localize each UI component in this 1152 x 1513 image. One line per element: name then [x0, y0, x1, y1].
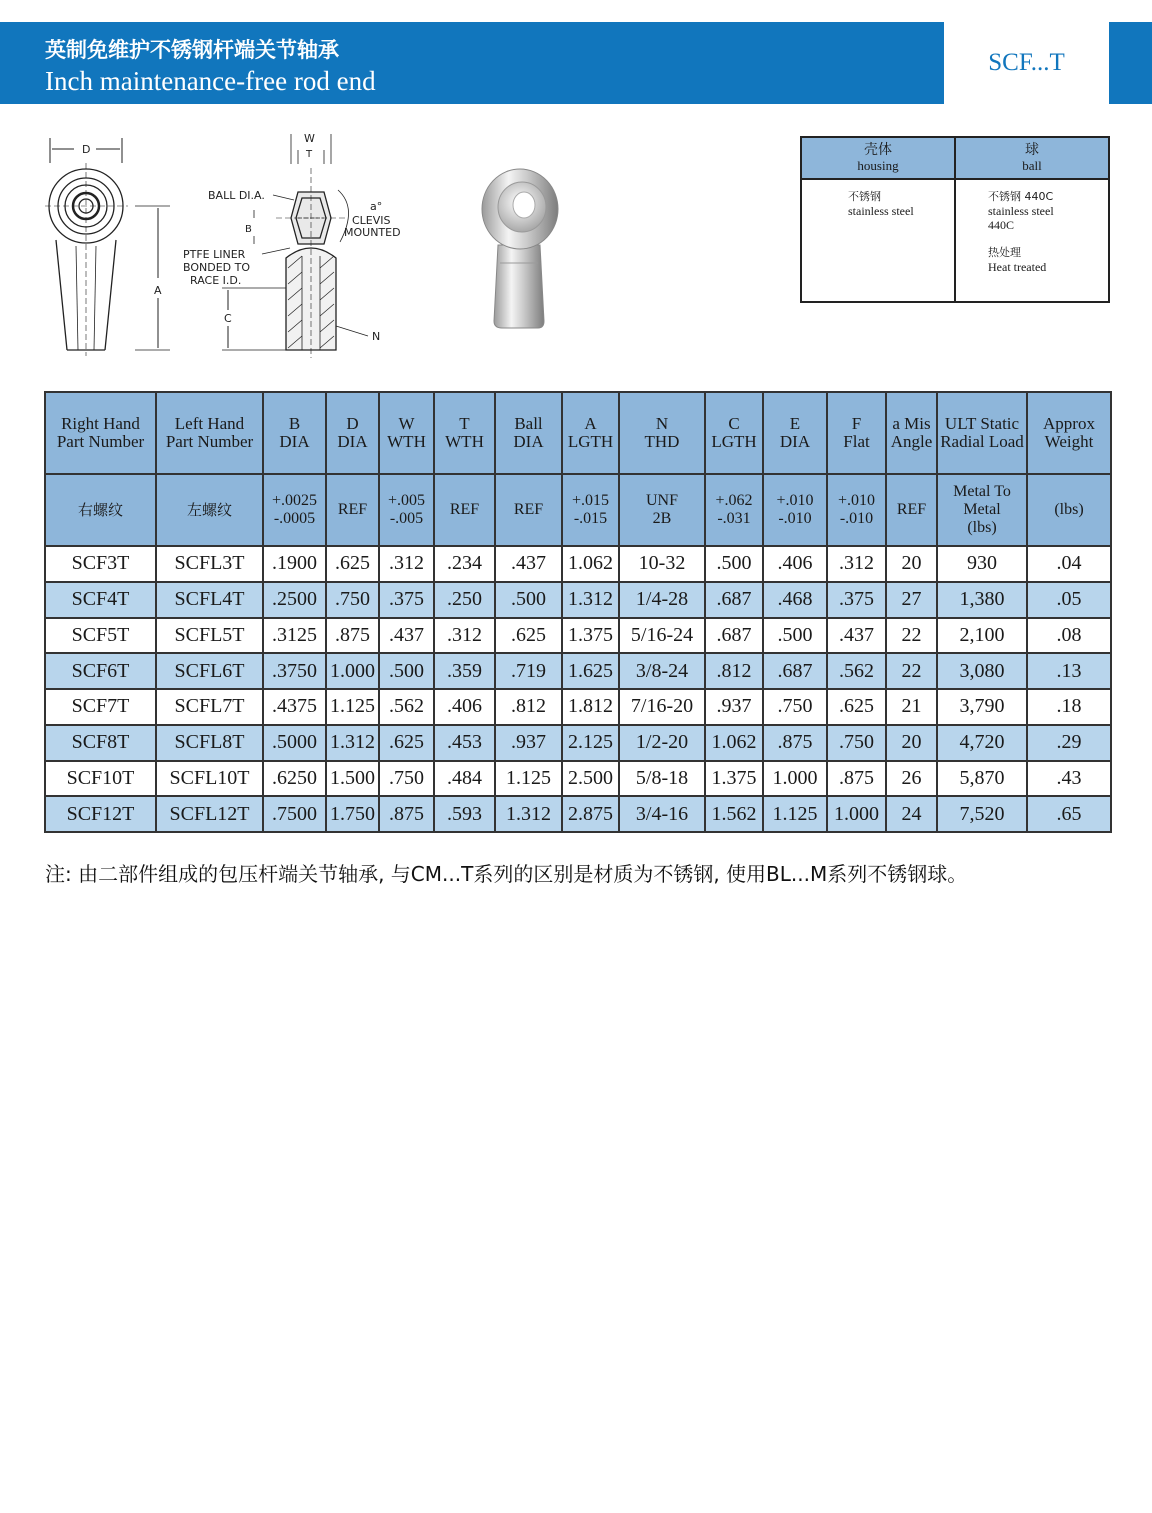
- header-text: -.010: [839, 510, 874, 527]
- table-cell: .5000: [263, 725, 326, 761]
- table-cell: 1.312: [495, 796, 562, 832]
- table-cell: .500: [763, 618, 827, 654]
- table-cell: 3,790: [937, 689, 1027, 725]
- table-cell: .484: [434, 761, 495, 797]
- header-text: 左螺纹: [186, 501, 232, 519]
- ball-material-en2: 440C: [988, 218, 1015, 232]
- table-cell: 3,080: [937, 653, 1027, 689]
- table-cell: 1,380: [937, 582, 1027, 618]
- table-cell: 1.000: [763, 761, 827, 797]
- housing-material-en: stainless steel: [848, 204, 914, 218]
- label-ptfe-1: PTFE LINER: [183, 248, 246, 261]
- table-cell: .7500: [263, 796, 326, 832]
- housing-header: [801, 137, 955, 179]
- header-text: ULT Static: [944, 414, 1020, 433]
- header-text: 右螺纹: [77, 501, 123, 519]
- header-row-labels-cell: [763, 392, 827, 474]
- header-text: +.010: [837, 492, 876, 509]
- table-cell: .437: [495, 546, 562, 582]
- table-cell: 7,520: [937, 796, 1027, 832]
- table-cell: .468: [763, 582, 827, 618]
- header-text: -.0005: [273, 510, 316, 527]
- table-cell: SCF7T: [45, 689, 156, 725]
- table-cell: 1.500: [326, 761, 379, 797]
- label-clevis-2: MOUNTED: [344, 226, 401, 239]
- table-cell: .05: [1027, 582, 1111, 618]
- header-row-labels-cell: [619, 392, 705, 474]
- table-cell: .750: [763, 689, 827, 725]
- table-cell: 1.000: [827, 796, 886, 832]
- header-text: Right Hand: [61, 414, 140, 433]
- header-text: 2B: [652, 510, 672, 527]
- table-cell: 1.000: [326, 653, 379, 689]
- header-row-labels-cell: [886, 392, 937, 474]
- table-cell: SCF12T: [45, 796, 156, 832]
- header-text: N: [655, 414, 669, 433]
- table-cell: 1.750: [326, 796, 379, 832]
- rod-end-product-photo: [478, 163, 562, 333]
- housing-material: [801, 179, 955, 302]
- ball-material-en1: stainless steel: [988, 204, 1054, 218]
- table-cell: .625: [379, 725, 434, 761]
- header-row-tolerances-cell: [434, 474, 495, 546]
- table-cell: 1.625: [562, 653, 619, 689]
- dim-label-t: T: [306, 149, 313, 160]
- table-cell: .312: [827, 546, 886, 582]
- header-text: -.015: [573, 510, 608, 527]
- table-cell: .437: [379, 618, 434, 654]
- table-cell: 2.875: [562, 796, 619, 832]
- table-cell: .234: [434, 546, 495, 582]
- table-cell: .937: [495, 725, 562, 761]
- table-cell: .08: [1027, 618, 1111, 654]
- table-cell: 1.375: [705, 761, 763, 797]
- table-cell: .65: [1027, 796, 1111, 832]
- table-cell: 24: [886, 796, 937, 832]
- table-cell: 2,100: [937, 618, 1027, 654]
- header-text: +.005: [387, 492, 426, 509]
- table-cell: SCFL6T: [156, 653, 263, 689]
- ball-material: [955, 179, 1109, 302]
- dim-label-w: W: [304, 132, 315, 145]
- footnote: 注: 由二部件组成的包压杆端关节轴承, 与CM...T系列的区别是材质为不锈钢, 使用BL...M系列不锈钢球。: [45, 862, 968, 886]
- table-cell: .625: [495, 618, 562, 654]
- table-cell: .6250: [263, 761, 326, 797]
- table-cell: .750: [379, 761, 434, 797]
- header-row-labels-cell: [937, 392, 1027, 474]
- header-text: REF: [449, 501, 480, 518]
- table-cell: .500: [379, 653, 434, 689]
- table-cell: .687: [705, 618, 763, 654]
- table-row: [45, 725, 1111, 761]
- header-row-tolerances-cell: [619, 474, 705, 546]
- table-cell: .687: [763, 653, 827, 689]
- table-cell: .875: [379, 796, 434, 832]
- header-text: (lbs): [967, 519, 997, 536]
- header-text: -.010: [778, 510, 812, 527]
- header-text: Ball: [514, 414, 543, 433]
- header-text: Radial Load: [940, 432, 1024, 451]
- header-text: Left Hand: [174, 414, 245, 433]
- table-cell: .500: [495, 582, 562, 618]
- header-text: REF: [513, 501, 544, 518]
- table-cell: .437: [827, 618, 886, 654]
- table-cell: .593: [434, 796, 495, 832]
- header-row-labels-cell: [326, 392, 379, 474]
- table-cell: .18: [1027, 689, 1111, 725]
- header-text: WTH: [445, 432, 484, 451]
- header-side-bar: [1109, 22, 1152, 104]
- header-text: +.010: [776, 492, 814, 509]
- table-row: [45, 653, 1111, 689]
- header-row-labels-cell: [705, 392, 763, 474]
- housing-material-zh: 不锈钢: [848, 190, 881, 203]
- header-text: F: [851, 414, 862, 433]
- ball-material-zh: 不锈钢 440C: [988, 190, 1054, 203]
- ball-header-zh: 球: [1025, 142, 1039, 158]
- table-cell: SCFL10T: [156, 761, 263, 797]
- table-cell: SCFL7T: [156, 689, 263, 725]
- header-text: -.005: [389, 510, 424, 527]
- header-row-tolerances-cell: [562, 474, 619, 546]
- table-cell: 1.062: [705, 725, 763, 761]
- header-text: a Mis: [892, 414, 931, 433]
- table-cell: 930: [937, 546, 1027, 582]
- table-cell: .719: [495, 653, 562, 689]
- header-text: Part Number: [56, 432, 145, 451]
- housing-header-zh: 壳体: [864, 142, 892, 158]
- table-cell: 26: [886, 761, 937, 797]
- header-text: E: [789, 414, 801, 433]
- table-cell: 20: [886, 546, 937, 582]
- table-cell: .375: [379, 582, 434, 618]
- header-text: W: [398, 414, 415, 433]
- label-ptfe-3: RACE I.D.: [190, 274, 242, 287]
- table-row: [45, 546, 1111, 582]
- table-cell: SCFL3T: [156, 546, 263, 582]
- dim-label-c: C: [224, 312, 232, 325]
- header-text: Approx: [1043, 414, 1095, 433]
- table-cell: 1/2-20: [619, 725, 705, 761]
- table-cell: .312: [434, 618, 495, 654]
- table-cell: 1.812: [562, 689, 619, 725]
- table-cell: 22: [886, 618, 937, 654]
- table-cell: .875: [326, 618, 379, 654]
- table-cell: .875: [827, 761, 886, 797]
- housing-header-en: housing: [857, 158, 899, 173]
- table-cell: 22: [886, 653, 937, 689]
- table-cell: .43: [1027, 761, 1111, 797]
- header-text: Weight: [1044, 432, 1094, 451]
- header-row-labels-cell: [827, 392, 886, 474]
- table-cell: 20: [886, 725, 937, 761]
- table-cell: .13: [1027, 653, 1111, 689]
- table-row: [45, 761, 1111, 797]
- header-row-tolerances-cell: [886, 474, 937, 546]
- header-text: UNF: [645, 492, 678, 509]
- header-text: +.0025: [271, 492, 318, 509]
- table-cell: .687: [705, 582, 763, 618]
- header-row-labels-cell: [1027, 392, 1111, 474]
- table-cell: 7/16-20: [619, 689, 705, 725]
- table-row: [45, 618, 1111, 654]
- header-row-tolerances-cell: [45, 474, 156, 546]
- header-text: (lbs): [1054, 501, 1084, 518]
- header-row-tolerances-cell: [379, 474, 434, 546]
- table-cell: 21: [886, 689, 937, 725]
- header-text: T: [459, 414, 470, 433]
- header-row-labels-cell: [45, 392, 156, 474]
- header-row-labels-cell: [379, 392, 434, 474]
- header-row-tolerances: [45, 474, 1111, 546]
- header-text: D: [346, 414, 359, 433]
- table-cell: 3/8-24: [619, 653, 705, 689]
- label-a-angle: a°: [370, 200, 383, 213]
- dim-label-a: A: [154, 284, 162, 297]
- header-row-tolerances-cell: [1027, 474, 1111, 546]
- table-cell: SCFL5T: [156, 618, 263, 654]
- header-row-tolerances-cell: [763, 474, 827, 546]
- table-cell: 4,720: [937, 725, 1027, 761]
- table-cell: .453: [434, 725, 495, 761]
- table-cell: .812: [705, 653, 763, 689]
- table-cell: 1.125: [326, 689, 379, 725]
- header-row-labels-cell: [263, 392, 326, 474]
- table-cell: SCF5T: [45, 618, 156, 654]
- header-text: -.031: [717, 510, 751, 527]
- table-cell: 1.562: [705, 796, 763, 832]
- table-cell: .1900: [263, 546, 326, 582]
- table-cell: .937: [705, 689, 763, 725]
- header-row-labels-cell: [562, 392, 619, 474]
- header-text: Angle: [890, 432, 933, 451]
- header-row-labels-cell: [156, 392, 263, 474]
- header-text: Part Number: [165, 432, 254, 451]
- header-text: DIA: [513, 432, 544, 451]
- header-text: +.062: [715, 492, 753, 509]
- table-cell: 5/8-18: [619, 761, 705, 797]
- ball-treatment-en: Heat treated: [988, 260, 1047, 274]
- rod-end-dimension-drawing: [40, 128, 420, 368]
- header-text: DIA: [279, 432, 310, 451]
- header-row-tolerances-cell: [495, 474, 562, 546]
- table-row: [45, 582, 1111, 618]
- table-cell: 1.312: [562, 582, 619, 618]
- table-cell: 10-32: [619, 546, 705, 582]
- table-cell: 1.125: [495, 761, 562, 797]
- header-row-tolerances-cell: [156, 474, 263, 546]
- table-cell: SCF6T: [45, 653, 156, 689]
- label-ptfe-2: BONDED TO: [183, 261, 251, 274]
- header-row-tolerances-cell: [937, 474, 1027, 546]
- table-cell: .625: [827, 689, 886, 725]
- table-cell: .406: [763, 546, 827, 582]
- series-code: SCF...T: [988, 49, 1065, 76]
- header-text: DIA: [779, 432, 811, 451]
- header-text: REF: [337, 501, 368, 518]
- table-cell: .4375: [263, 689, 326, 725]
- table-cell: SCFL12T: [156, 796, 263, 832]
- materials-table: [800, 136, 1110, 303]
- table-cell: 1.062: [562, 546, 619, 582]
- dim-label-b: B: [245, 224, 252, 235]
- table-cell: .750: [827, 725, 886, 761]
- header-text: REF: [896, 501, 927, 518]
- header-row-tolerances-cell: [827, 474, 886, 546]
- table-cell: .359: [434, 653, 495, 689]
- header-row-tolerances-cell: [326, 474, 379, 546]
- table-cell: .250: [434, 582, 495, 618]
- table-cell: .750: [326, 582, 379, 618]
- table-cell: 1.125: [763, 796, 827, 832]
- header-text: A: [584, 414, 597, 433]
- table-cell: .500: [705, 546, 763, 582]
- table-cell: 2.125: [562, 725, 619, 761]
- ball-header: [955, 137, 1109, 179]
- table-row: [45, 689, 1111, 725]
- table-cell: 1.312: [326, 725, 379, 761]
- table-cell: 2.500: [562, 761, 619, 797]
- table-cell: 5,870: [937, 761, 1027, 797]
- header-text: Flat: [843, 432, 870, 451]
- table-cell: .406: [434, 689, 495, 725]
- header-text: +.015: [571, 492, 610, 509]
- table-cell: .3125: [263, 618, 326, 654]
- label-clevis-1: CLEVIS: [352, 214, 391, 227]
- header-text: B: [288, 414, 301, 433]
- table-cell: SCF4T: [45, 582, 156, 618]
- page-title-en: Inch maintenance-free rod end: [45, 66, 376, 96]
- table-cell: 27: [886, 582, 937, 618]
- header-text: LGTH: [711, 432, 757, 451]
- table-cell: SCFL4T: [156, 582, 263, 618]
- header-row-tolerances-cell: [263, 474, 326, 546]
- table-cell: .312: [379, 546, 434, 582]
- table-cell: .2500: [263, 582, 326, 618]
- table-cell: 3/4-16: [619, 796, 705, 832]
- table-cell: SCF10T: [45, 761, 156, 797]
- header-text: WTH: [387, 432, 426, 451]
- header-row-labels: [45, 392, 1111, 474]
- dimension-spec-table: [44, 391, 1112, 833]
- header-row-labels-cell: [434, 392, 495, 474]
- table-cell: 1.375: [562, 618, 619, 654]
- label-ball-dia: BALL DI.A.: [208, 189, 265, 202]
- table-cell: .562: [827, 653, 886, 689]
- table-cell: .875: [763, 725, 827, 761]
- table-cell: .04: [1027, 546, 1111, 582]
- table-cell: .562: [379, 689, 434, 725]
- table-cell: SCF3T: [45, 546, 156, 582]
- header-text: C: [728, 414, 740, 433]
- ball-header-en: ball: [1022, 158, 1042, 173]
- dim-label-d: D: [82, 143, 91, 156]
- table-cell: 1/4-28: [619, 582, 705, 618]
- header-row-tolerances-cell: [705, 474, 763, 546]
- header-row-labels-cell: [495, 392, 562, 474]
- table-cell: .812: [495, 689, 562, 725]
- header-text: DIA: [337, 432, 368, 451]
- table-cell: SCF8T: [45, 725, 156, 761]
- dim-label-n: N: [372, 330, 381, 343]
- header-text: Metal: [963, 501, 1001, 518]
- page-title-zh: 英制免维护不锈钢杆端关节轴承: [45, 38, 339, 62]
- table-cell: .3750: [263, 653, 326, 689]
- table-row: [45, 796, 1111, 832]
- table-cell: .625: [326, 546, 379, 582]
- table-cell: SCFL8T: [156, 725, 263, 761]
- ball-treatment-zh: 热处理: [988, 246, 1021, 259]
- header-text: Metal To: [953, 483, 1011, 500]
- table-cell: .375: [827, 582, 886, 618]
- table-cell: 5/16-24: [619, 618, 705, 654]
- header-text: THD: [644, 432, 680, 451]
- header-text: LGTH: [567, 432, 614, 451]
- table-cell: .29: [1027, 725, 1111, 761]
